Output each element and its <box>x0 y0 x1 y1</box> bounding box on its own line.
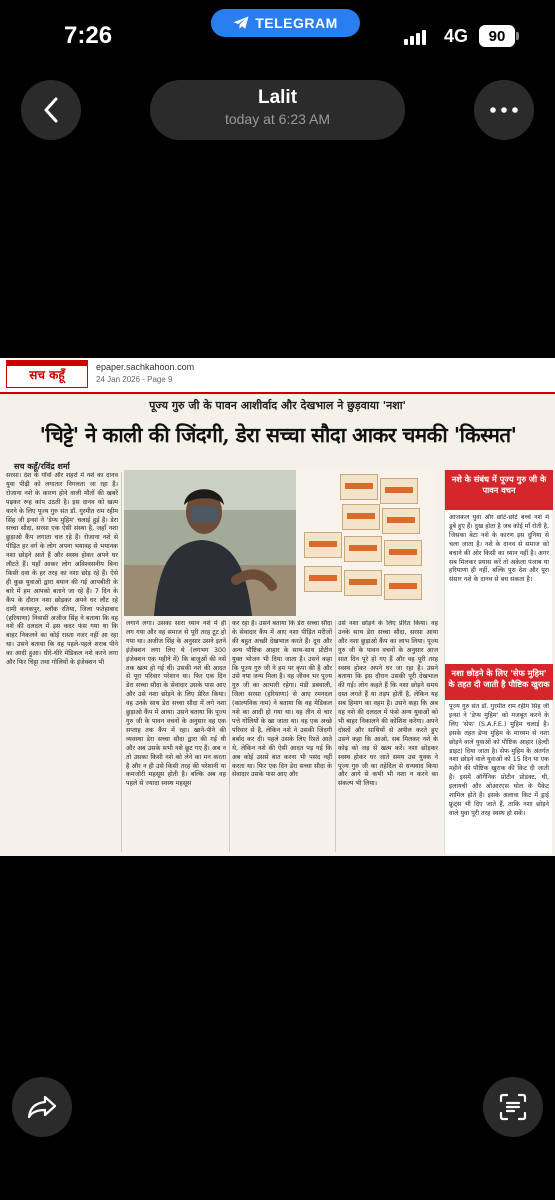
cellular-signal-icon <box>404 30 426 45</box>
kit-box <box>380 478 418 504</box>
kit-box <box>304 566 342 592</box>
article-column-4: उसे नशा छोड़ने के लिए प्रेरित किया। वह उनके साथ डेरा सच्चा सौदा, सरसा आया और नशा छुड़ाओ कैंप का लाभ लिया। पूज्य गुरु जी के पावन वचनों के अनुसार आज सात दिन पूरे हो गए हैं और वह पूरी तरह स्वस्थ होकर अपने घर जा रहा है। उसने बताया कि इस दौरान उसकी पूरी देखभाल की गई। लोग कहते हैं कि नशा छोड़ने समय दस्त लगते हैं या तड़प होती है, लेकिन यह सब हिमाग का वहम है। उसने कहा कि अब वह नशे की दलदल में फंसे अन्य युवाओं को भी बाहर निकालने की कोशिश करेगा। अपने दोस्तों और साथियों से अपील करते हुए उसने कहा कि आओ, सब मिलकर नशे के कोढ़ को जड़ से खत्म करें। नशा छोड़कर स्वस्थ होकर घर जाते समय उस युवक ने पूज्य गुरु जी का तहेदिल से धन्यवाद किया और आगे से कभी भी नशा न करने का संकल्प भी लिया। <box>338 620 438 788</box>
article-sidebar <box>444 470 552 854</box>
newspaper-logo <box>6 360 88 388</box>
newspaper-name: सच कहूँ <box>29 368 65 382</box>
kit-box <box>340 474 378 500</box>
media-title <box>150 80 405 140</box>
forward-button[interactable] <box>12 1077 72 1137</box>
sidebar-text-1: आजकल युवा और छोटे-छोटे बच्चे नशे में डूबे हुए हैं। दुख होता है जब कोई माँ रोती है, जिसका बेटा नशे के कारण इस दुनिया से चला जाता है। नशे के दानव से समाज को बचाने की ओर किसी का ध्यान नहीं है। अगर सब मिलकर प्रयास करें तो अकेला पंजाब या हरियाणा ही नहीं, बल्कि पूरा देश और पूरा संसार नशे के दानव से बच सकता है। <box>449 514 549 584</box>
kit-box <box>304 532 342 558</box>
person-photo-illustration <box>124 470 296 616</box>
column-divider <box>229 620 230 852</box>
more-horizontal-icon <box>490 107 518 113</box>
chevron-left-icon <box>43 97 59 123</box>
column-divider <box>335 620 336 852</box>
telegram-icon <box>233 16 249 30</box>
network-type: 4G <box>444 26 469 46</box>
sidebar-heading-2: नशा छोड़ने के लिए 'सेफ मुहिम' के तहत दी जाती है पौष्टिक खुराक <box>445 664 553 700</box>
kit-box <box>382 508 420 534</box>
more-button[interactable] <box>474 80 534 140</box>
masthead-rule <box>0 392 555 394</box>
back-button[interactable] <box>21 80 81 140</box>
kit-box <box>344 536 382 562</box>
telegram-return-pill[interactable] <box>211 9 360 37</box>
kit-box <box>342 504 380 530</box>
newspaper-masthead <box>0 358 555 392</box>
sent-time: today at 6:23 AM <box>224 111 331 127</box>
battery-icon <box>479 25 515 47</box>
article-headline: 'चिट्टे' ने काली की जिंदगी, डेरा सच्चा सौदा आकर चमकी 'किस्मत' <box>39 423 517 447</box>
column-divider <box>121 472 122 852</box>
telegram-label: TELEGRAM <box>255 15 338 31</box>
article-column-3: कर रहा है। उसने बताया कि डेरा सच्चा सौदा के सेवादार कैंप में आए नशा पीड़ित मरीजों की बहुत अच्छी देखभाल करते हैं। दूध और अन्य पौष्टिक आहार के साथ-साथ प्रोटीन युक्त भोजन भी दिया जाता है। उसने कहा कि पूज्य गुरु जी ने हम पर कृपा की है और उसे नया जन्म मिला है। वह जीवन भर पूज्य गुरु जी का आभारी रहेगा। मंडी डबवाली, जिला सरसा (हरियाणा) से आए रमनदल (काल्पनिक नाम) ने बताया कि वह मेडिकल नशे का आदी हो गया था। वह तीन से चार पत्ते गोलियों के खा जाता था। वह एक अच्छे परिवार से है, लेकिन नशे ने उसकी जिंदगी बर्बाद कर दी। पहले उसके लिए रिश्ते आते थे, लेकिन नशे की ऐसी आदत पड़ गई कि अब कोई उससे बात करना भी पसंद नहीं करता था। फिर एक दिन डेरा सच्चा सौदा के सेवादार उसके पास आए और <box>232 620 332 779</box>
newspaper-date-page: 24 Jan 2026 - Page 9 <box>96 375 173 384</box>
kit-box <box>384 540 422 566</box>
nutrition-kit-photo <box>296 470 436 616</box>
live-text-icon <box>499 1093 527 1121</box>
article-kicker: पूज्य गुरु जी के पावन आशीर्वाद और देखभाल ने छुड़वाया 'नशा' <box>149 399 406 412</box>
status-time: 7:26 <box>64 22 113 49</box>
article-column-2: लगाने लगा। उसका सारा ध्यान नशे में ही लग गया और वह समाज से पूरी तरह टूट हो गया था। अजीज सिंह के अनुसार उसने इतने इंजेक्शन लगा लिए थे (लगभग 300 इंजेक्शन एक महीने में) कि बाजुओं की नसें तक खत्म हो गई थीं। उसकी नशे की आदत से पूरा परिवार परेशान था। फिर एक दिन डेरा सच्चा सौदा के सेवादार उसके पास आए और उसे नशा छोड़ने के लिए प्रेरित किया। वह उनके साथ डेरा सच्चा सौदा में लगे नशा छुड़ाओ कैंप में आया। उसने बताया कि पूज्य गुरु जी के पावन वचनों के अनुसार वह एक सप्ताह तक कैंप में रहा। खाने-पीने की व्यवस्था डेरा सच्चा सौदा द्वारा की गई थी और अब उसके सभी नशे छूट गए हैं। अब न तो उसका किसी नशे को लेने का मन करता है और न ही उसे किसी तरह की परेशानी या कमजोरी महसूस होती है। बल्कि अब वह पहले से ज्यादा स्वस्थ महसूस <box>126 620 226 788</box>
sidebar-text-2: पूज्य गुरु संत डॉ. गुरमीत राम रहीम सिंह जी इन्सां ने 'डेप्थ मुहिम' को मजबूत करने के लिए 'सेफ' (S.A.F.E.) मुहिम चलाई है। इसके तहत डेप्थ मुहिम के माध्यम से नशा छोड़ने वाले युवाओं को पौष्टिक आहार (हेल्दी डाइट) दिया जाता है। सेफ मुहिम के अंतर्गत नशा छोड़ने वाले युवाओं को 15 दिन या एक महीने की पौष्टिक खुराक की किट दी जाती है। इसमें ऑर्गेनिक प्रोटीन प्रोडक्ट, घी, इलायची और ओआरएस घोल के पैकेट शामिल होते हैं। इसके अलावा किट में ड्राई फ्रूट्स भी दिए जाते हैं, ताकि नशा छोड़ने वाले युवा पूरी तरह स्वस्थ हो सकें। <box>449 703 549 817</box>
live-text-button[interactable] <box>483 1077 543 1137</box>
sender-name: Lalit <box>257 87 298 108</box>
newspaper-image[interactable] <box>0 358 555 856</box>
kit-box <box>384 574 422 600</box>
sidebar-heading-1: नशे के संबंध में पूज्य गुरु जी के पावन वचन <box>445 470 553 510</box>
article-column-1: सरसा। देश के गाँवों और शहरों में नशे का दानव युवा पीढ़ी को लगातार निगलता जा रहा है। रोजाना नशे के कारण होने वाली मौतों की खबरें पढ़कर रूह कांप उठती है। इस दानव को खत्म करने के लिए पूज्य गुरु संत डॉ. गुरमीत राम रहीम सिंह जी इन्सां ने 'डेप्थ मुहिम' चलाई हुई है। डेरा सच्चा सौदा, सरसा एक ऐसी संस्था है, जहाँ नशा छुड़ाओ कैंप लगाता चल रहे हैं। रोजाना नशे से पीड़ित हर वर्ग के लोग अपना भयावह से भयानक नशा छोड़ने आते हैं और स्वस्थ होकर अपने घर लौटते हैं। यहाँ आकर लोग अविश्वसनीय बिना किसी दवा के हर तरह का नशा छोड़ रहे हैं। ऐसे ही कुछ युवाओं द्वारा बयान की गई आपबीती के बारे में हम आपको बताने जा रहे हैं। 7 दिन के कैंप के दौरान नशा छोड़कर अपने घर लौट रहे दामी कनकपुर, ब्लॉक रतिया, जिला फतेहाबाद (हरियाणा) निवासी अजीज सिंह ने बताया कि वह नशे की दलदल में इस कदर फंस गया था कि बाहर निकलने का कोई रास्ता नजर नहीं आ रहा था। उसने बताया कि वह पहले-पहले शराब पीने का आदी हुआ। धीरे-धीरे मेडिकल नशे करने लगा और फिर चिट्टा तथा गोलियों के इंजेक्शन भी <box>6 472 118 667</box>
status-bar <box>0 0 555 70</box>
newspaper-url: epaper.sachkahoon.com <box>96 362 195 372</box>
kit-box <box>344 570 382 596</box>
battery-level: 90 <box>488 27 506 45</box>
forward-icon <box>27 1095 57 1119</box>
article-byline: सच कहूँ/रविंद्र शर्मा <box>14 462 70 471</box>
